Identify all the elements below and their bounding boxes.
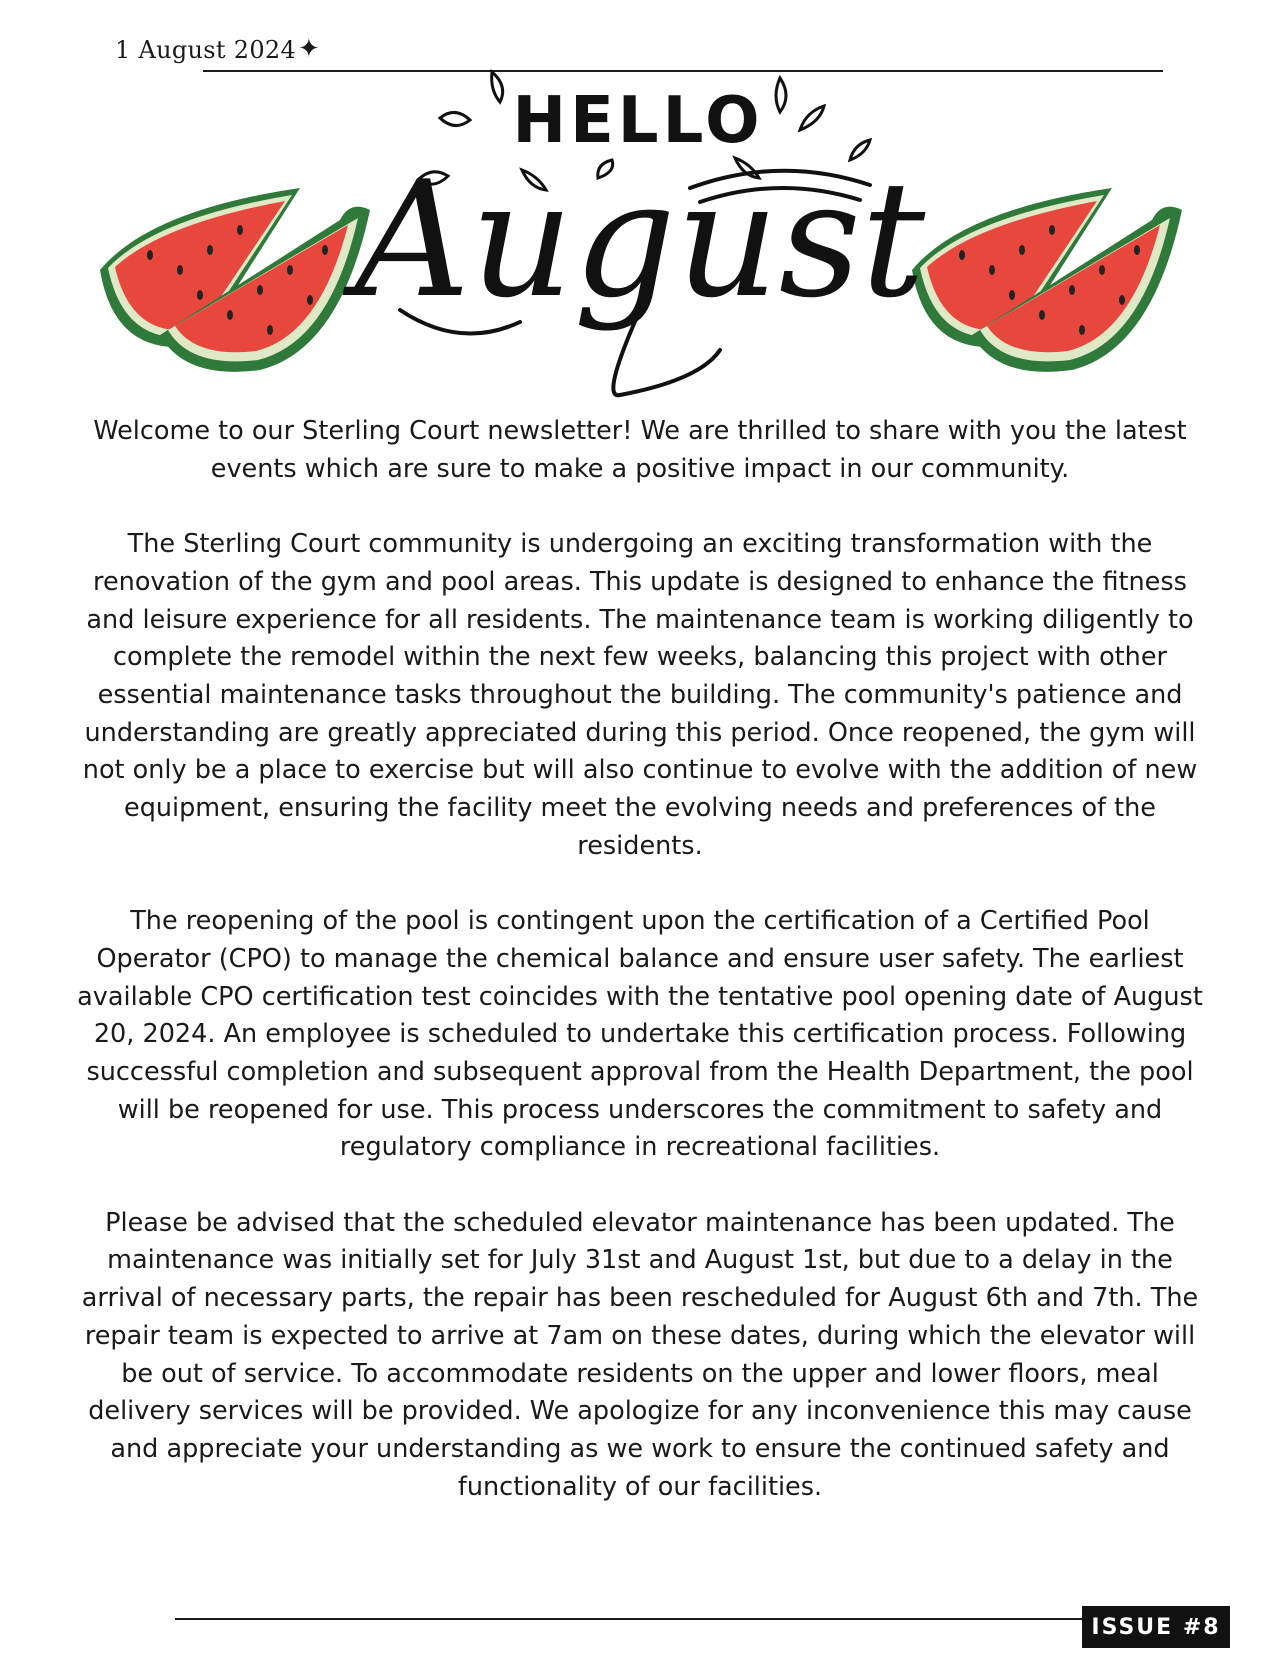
august-lettering: August <box>354 146 926 333</box>
pool-paragraph: The reopening of the pool is contingent upon the certification of a Certified Pool Operator (CPO) to manage the chemical balance and ensure user safety. The earliest available CPO certification test coincides with the tentative pool opening date of August 20, 2024. An employee is scheduled to undertake this certification process. Following successful completion and subsequent approval from the Health Department, the pool will be reopened for use. This process underscores the commitment to safety and regulatory compliance in recreational facilities. <box>77 906 1203 1163</box>
renovation-paragraph: The Sterling Court community is undergoing an exciting transformation with the renovation of the gym and pool areas. This update is designed to enhance the fitness and leisure experience for all residents. The maintenance team is working diligently to complete the remodel within the next few weeks, balancing this project with other essential maintenance tasks throughout the building. The community's patience and understanding are greatly appreciated during this period. Once reopened, the gym will not only be a place to exercise but will also continue to evolve with the addition of new equipment, ensuring the facility meet the evolving needs and preferences of the residents. <box>82 529 1198 861</box>
header-illustration <box>0 60 1280 420</box>
right-watermelon-illustration <box>912 188 1182 372</box>
left-watermelon-illustration <box>100 188 370 372</box>
star-icon: ✦ <box>298 34 320 64</box>
issue-badge: ISSUE #8 <box>1082 1606 1230 1648</box>
hello-lettering: HELLO <box>512 84 764 158</box>
newsletter-body <box>70 413 1210 1544</box>
intro-paragraph: Welcome to our Sterling Court newsletter! We are thrilled to share with you the latest events which are sure to make a positive impact in our community. <box>93 416 1187 484</box>
elevator-paragraph: Please be advised that the scheduled elevator maintenance has been updated. The maintenance was initially set for July 31st and August 1st, but due to a delay in the arrival of necessary parts, the repair has been rescheduled for August 6th and 7th. The repair team is expected to arrive at 7am on these dates, during which the elevator will be out of service. To accommodate residents on the upper and lower floors, meal delivery services will be provided. We apologize for any inconvenience this may cause and appreciate your understanding as we work to ensure the continued safety and functionality of our facilities. <box>81 1207 1199 1502</box>
issue-date: 1 August 2024 <box>115 36 297 64</box>
bottom-divider <box>175 1618 1083 1620</box>
